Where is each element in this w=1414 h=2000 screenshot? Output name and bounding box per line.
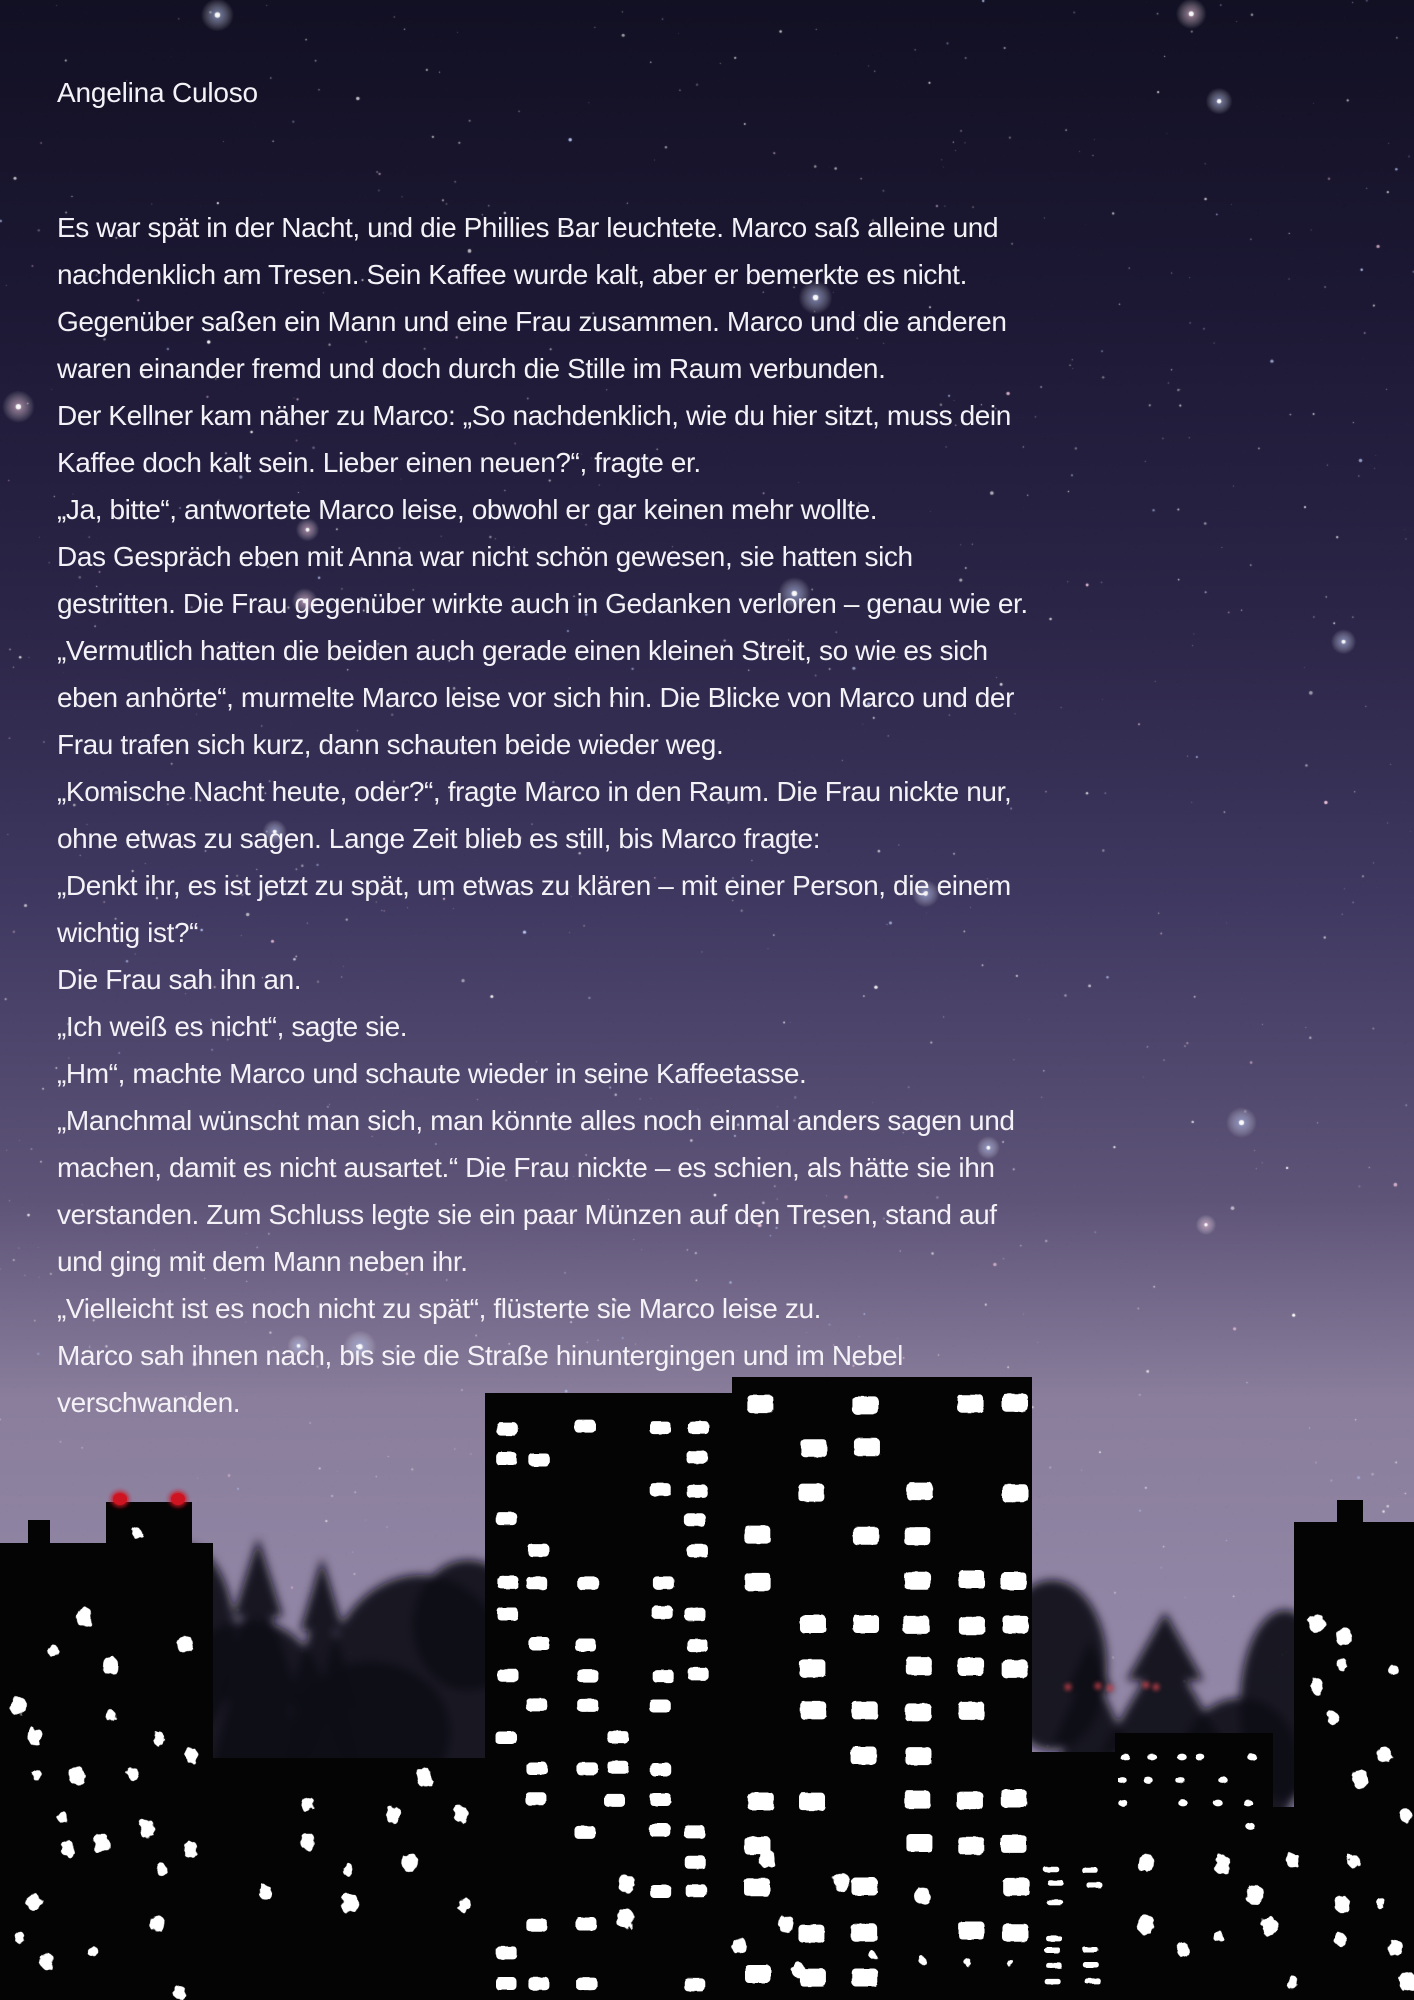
story-line: Die Frau sah ihn an. — [57, 964, 302, 995]
story-line: verstanden. Zum Schluss legte sie ein paar Münzen auf den Tresen, stand auf — [57, 1199, 997, 1230]
story-line: Marco sah ihnen nach, bis sie die Straße hinuntergingen und im Nebel — [57, 1340, 903, 1371]
author-name: Angelina Culoso — [57, 77, 258, 108]
left-building-tower — [106, 1502, 192, 2000]
story-line: machen, damit es nicht ausartet.“ Die Frau nickte – es schien, als hätte sie ihn — [57, 1152, 995, 1183]
story-text — [57, 204, 1028, 1426]
story-line: Der Kellner kam näher zu Marco: „So nachdenklich, wie du hier sitzt, muss dein — [57, 400, 1011, 431]
story-line: gestritten. Die Frau gegenüber wirkte auch in Gedanken verloren – genau wie er. — [57, 588, 1028, 619]
story-line: „Hm“, machte Marco und schaute wieder in seine Kaffeetasse. — [57, 1058, 807, 1089]
left-building-chimney — [28, 1520, 50, 1550]
story-line: Gegenüber saßen ein Mann und eine Frau zusammen. Marco und die anderen — [57, 306, 1007, 337]
story-line: ohne etwas zu sagen. Lange Zeit blieb es still, bis Marco fragte: — [57, 823, 821, 854]
story-line: „Vielleicht ist es noch nicht zu spät“, flüsterte sie Marco leise zu. — [57, 1293, 822, 1324]
story-line: „Komische Nacht heute, oder?“, fragte Marco in den Raum. Die Frau nickte nur, — [57, 776, 1012, 807]
story-line: „Ja, bitte“, antwortete Marco leise, obwohl er gar keinen mehr wollte. — [57, 494, 878, 525]
story-line: waren einander fremd und doch durch die Stille im Raum verbunden. — [57, 353, 886, 384]
story-line: verschwanden. — [57, 1387, 241, 1418]
story-line: „Vermutlich hatten die beiden auch gerade einen kleinen Streit, so wie es sich — [57, 635, 988, 666]
story-line: Frau trafen sich kurz, dann schauten beide wieder weg. — [57, 729, 724, 760]
left-building — [0, 1502, 213, 2000]
city-skyline — [0, 1350, 1414, 2000]
story-line: „Denkt ihr, es ist jetzt zu spät, um etwas zu klären – mit einer Person, die einem — [57, 870, 1011, 901]
right-building-chimney — [1337, 1500, 1363, 1526]
story-line: nachdenklich am Tresen. Sein Kaffee wurde kalt, aber er bemerkte es nicht. — [57, 259, 967, 290]
story-line: eben anhörte“, murmelte Marco leise vor sich hin. Die Blicke von Marco und der — [57, 682, 1015, 713]
story-line: Das Gespräch eben mit Anna war nicht schön gewesen, sie hatten sich — [57, 541, 913, 572]
story-line: Kaffee doch kalt sein. Lieber einen neuen?“, fragte er. — [57, 447, 701, 478]
story-line: Es war spät in der Nacht, und die Phillies Bar leuchtete. Marco saß alleine und — [57, 212, 999, 243]
central-building — [485, 1377, 1032, 2000]
story-line: „Manchmal wünscht man sich, man könnte alles noch einmal anders sagen und — [57, 1105, 1015, 1136]
story-line: und ging mit dem Mann neben ihr. — [57, 1246, 468, 1277]
story-line: wichtig ist?“ — [57, 917, 199, 948]
right-building — [1294, 1500, 1414, 2000]
story-line: „Ich weiß es nicht“, sagte sie. — [57, 1011, 408, 1042]
